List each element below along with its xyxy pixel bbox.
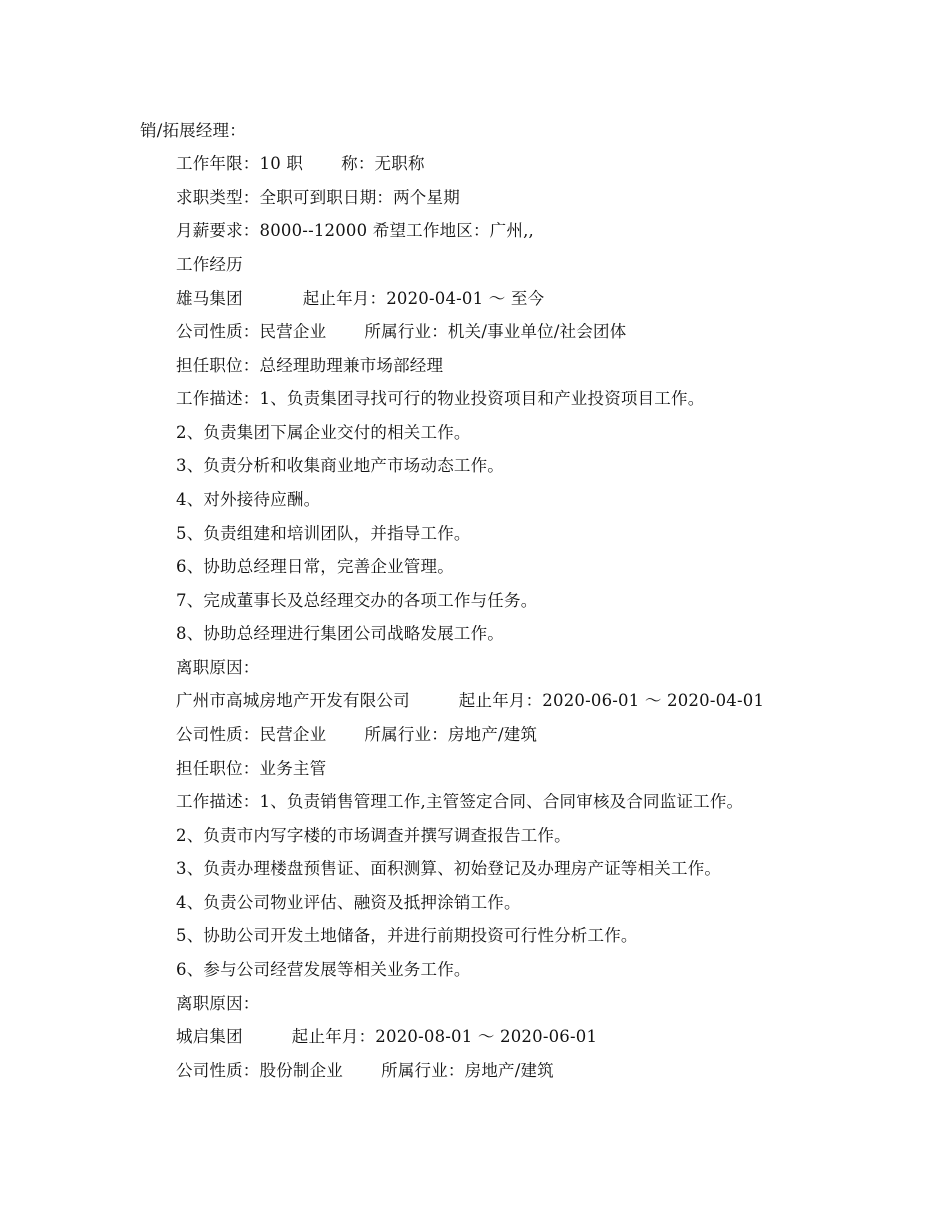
company-1-header: 雄马集团 起止年月：2020-04-01 ～ 至今 [176,289,545,308]
company-1-duty-7: 7、完成董事长及总经理交办的各项工作与任务。 [176,591,538,610]
company-2-position: 担任职位：业务主管 [176,759,327,778]
company-1-duty-5: 5、负责组建和培训团队，并指导工作。 [176,524,471,543]
company-1-duty-4: 4、对外接待应酬。 [176,490,321,509]
work-history-title: 工作经历 [176,255,243,274]
company-2-nature: 公司性质：民营企业 所属行业：房地产/建筑 [176,725,538,744]
work-years-line: 工作年限：10 职 称：无职称 [176,154,425,173]
company-1-description: 工作描述：1、负责集团寻找可行的物业投资项目和产业投资项目工作。 [176,389,705,408]
company-1-leave-reason: 离职原因： [176,658,260,677]
company-1-duty-6: 6、协助总经理日常，完善企业管理。 [176,557,454,576]
company-2-duty-6: 6、参与公司经营发展等相关业务工作。 [176,960,471,979]
company-1-duty-2: 2、负责集团下属企业交付的相关工作。 [176,423,471,442]
company-2-header: 广州市高城房地产开发有限公司 起止年月：2020-06-01 ～ 2020-04-01 [176,691,765,710]
company-2-leave-reason: 离职原因： [176,994,260,1013]
company-1-duty-3: 3、负责分析和收集商业地产市场动态工作。 [176,456,504,475]
job-type-line: 求职类型：全职可到职日期：两个星期 [176,188,460,207]
company-2-duty-2: 2、负责市内写字楼的市场调查并撰写调查报告工作。 [176,826,571,845]
company-2-duty-4: 4、负责公司物业评估、融资及抵押涂销工作。 [176,893,521,912]
company-3-nature: 公司性质：股份制企业 所属行业：房地产/建筑 [176,1061,554,1080]
company-1-position: 担任职位：总经理助理兼市场部经理 [176,356,444,375]
company-3-header: 城启集团 起止年月：2020-08-01 ～ 2020-06-01 [176,1027,598,1046]
company-2-duty-5: 5、协助公司开发土地储备，并进行前期投资可行性分析工作。 [176,926,638,945]
salary-line: 月薪要求：8000--12000 希望工作地区：广州,, [176,221,534,240]
company-2-description: 工作描述：1、负责销售管理工作,主管签定合同、合同审核及合同监证工作。 [176,792,744,811]
section-heading: 销/拓展经理： [140,121,246,140]
company-1-nature: 公司性质：民营企业 所属行业：机关/事业单位/社会团体 [176,322,627,341]
company-2-duty-3: 3、负责办理楼盘预售证、面积测算、初始登记及办理房产证等相关工作。 [176,859,722,878]
company-1-duty-8: 8、协助总经理进行集团公司战略发展工作。 [176,624,504,643]
